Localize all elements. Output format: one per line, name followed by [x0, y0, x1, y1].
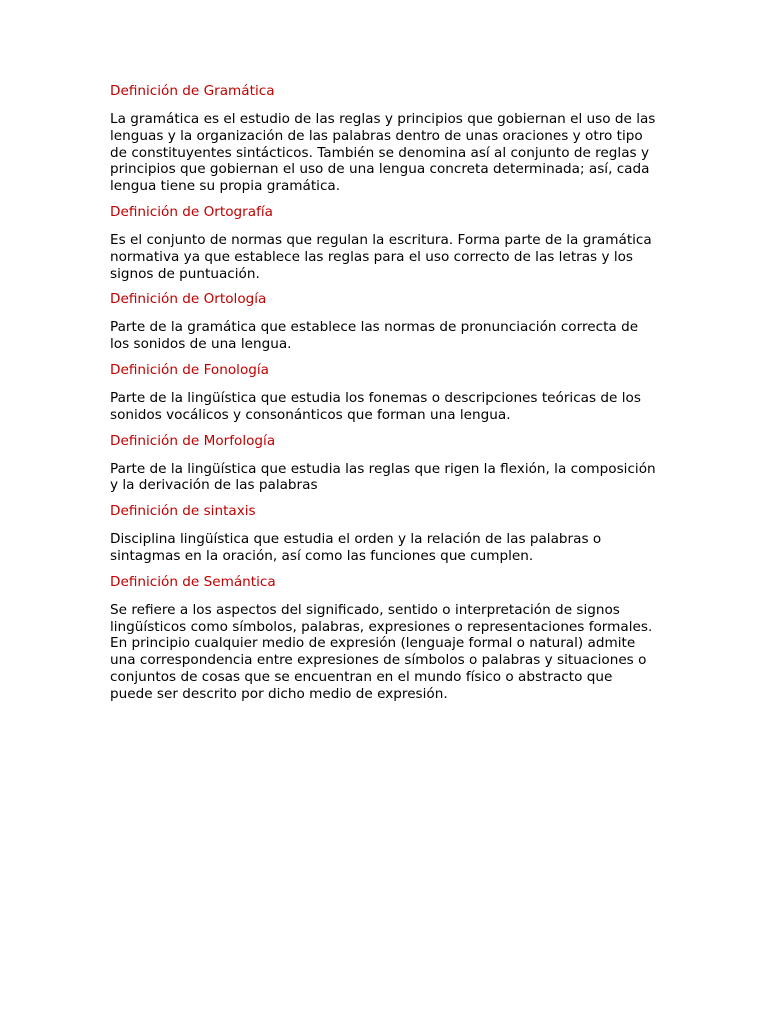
section-heading: Definición de Gramática	[110, 83, 275, 99]
section-semantica	[110, 574, 658, 703]
section-ortologia	[110, 291, 658, 353]
section-heading: Definición de Morfología	[110, 432, 276, 449]
section-heading: Definición de sintaxis	[110, 503, 256, 520]
section-paragraph: La gramática es el estudio de las reglas y principios que gobiernan el uso de las lenguas y la organización de las palabras dentro de unas oraciones y otro tipo de constituyentes sintácticos. También se denomina así al conjunto de reglas y principios que gobiernan el uso de una lengua concreta determinada; así, cada lengua tiene su propia gramática.	[110, 111, 656, 195]
section-gramatica	[110, 83, 658, 195]
section-paragraph: Parte de la lingüística que estudia las reglas que rigen la flexión, la composición y la derivación de las palabras	[110, 460, 656, 494]
section-paragraph: Parte de la gramática que establece las normas de pronunciación correcta de los sonidos de una lengua.	[110, 319, 639, 353]
document-body	[110, 83, 658, 712]
section-heading: Definición de Ortografía	[110, 203, 273, 220]
section-paragraph: Se refiere a los aspectos del significado, sentido o interpretación de signos lingüísticos como símbolos, palabras, expresiones o representaciones formales. En principio cualquier medio de expresión (lenguaje formal o natural) admite una correspondencia entre expresiones de símbolos o palabras y situaciones o conjuntos de cosas que se encuentran en el mundo físico o abstracto que puede ser descrito por dicho medio de expresión.	[110, 601, 653, 702]
section-heading: Definición de Semántica	[110, 573, 276, 590]
section-ortografia	[110, 204, 658, 282]
section-paragraph: Es el conjunto de normas que regulan la escritura. Forma parte de la gramática normativa ya que establece las reglas para el uso correcto de las letras y los signos de puntuación.	[110, 231, 652, 282]
section-fonologia	[110, 362, 658, 424]
section-morfologia	[110, 433, 658, 495]
section-paragraph: Disciplina lingüística que estudia el orden y la relación de las palabras o sintagmas en la oración, así como las funciones que cumplen.	[110, 531, 602, 564]
section-paragraph: Parte de la lingüística que estudia los fonemas o descripciones teóricas de los sonidos vocálicos y consonánticos que forman una lengua.	[110, 389, 641, 423]
section-heading: Definición de Ortología	[110, 291, 267, 308]
section-sintaxis	[110, 503, 658, 565]
section-heading: Definición de Fonología	[110, 361, 270, 378]
